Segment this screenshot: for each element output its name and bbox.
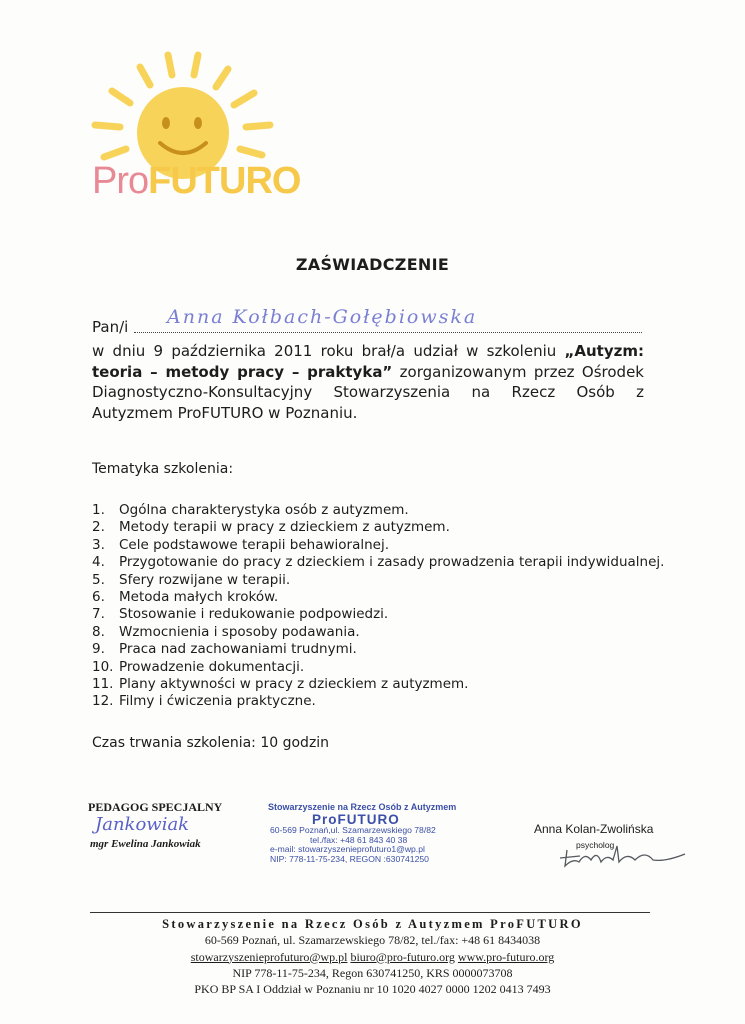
course-title: „Autyzm: teoria – metody pracy – praktyka” (92, 342, 644, 381)
footer (0, 916, 745, 997)
recipient-handwritten-name: Anna Kołbach-Gołębiowska (167, 306, 478, 328)
footer-bank: PKO BP SA I Oddział w Poznaniu nr 10 1020 4027 0000 1202 0413 7493 (194, 982, 551, 997)
topics-list (92, 502, 664, 711)
list-item: 7. Stosowanie i redukowanie podpowiedzi. (92, 606, 389, 623)
psychologist-name: Anna Kolan-Zwolińska (534, 822, 654, 836)
footer-email2-link[interactable]: biuro@pro-futuro.org (350, 949, 455, 964)
stamp-address: 60-569 Poznań,ul. Szamarzewskiego 78/82 (270, 824, 436, 835)
list-item: 2. Metody terapii w pracy z dzieckiem z autyzmem. (92, 519, 450, 536)
stamp-title: Stowarzyszenie na Rzecz Osób z Autyzmem (268, 802, 457, 812)
pedagog-name: mgr Ewelina Jankowiak (90, 838, 201, 850)
pedagog-title: PEDAGOG SPECJALNY (88, 800, 223, 814)
list-item: 5. Sfery rozwijane w terapii. (92, 571, 291, 588)
organization-stamp (268, 803, 456, 865)
list-item: 1. Ogólna charakterystyka osób z autyzmem. (92, 502, 409, 518)
list-item: 11. Plany aktywności w pracy z dzieckiem z autyzmem. (92, 676, 469, 693)
footer-website-link[interactable]: www.pro-futuro.org (457, 949, 555, 964)
psychologist-role: psycholog (576, 840, 615, 850)
logo-futuro: FUTURO (148, 160, 301, 202)
body-line2: zorganizowanym przez Ośrodek Diagnostyczno-Konsultacyjny Stowarzyszenia na Rzecz Osób z Autyzmem ProFUTURO w Poznaniu. (92, 362, 644, 422)
stamp-brand: ProFUTURO (312, 811, 400, 827)
stamp-ids: NIP: 778-11-75-234, REGON :630741250 (270, 854, 429, 865)
dotted-fill-line (134, 332, 642, 333)
profuturo-logo (92, 160, 300, 203)
body-line1: w dniu 9 października 2011 roku brał/a udział w szkoleniu (92, 342, 557, 360)
footer-divider (90, 912, 650, 913)
footer-ids: NIP 778-11-75-234, Regon 630741250, KRS 0000073708 (232, 965, 513, 980)
list-item: 10. Prowadzenie dokumentacji. (92, 658, 305, 675)
stamp-phone: tel./fax: +48 61 843 40 38 (310, 834, 408, 845)
list-item: 6. Metoda małych kroków. (92, 589, 279, 606)
list-item: 9. Praca nad zachowaniami trudnymi. (92, 641, 357, 658)
list-item: 12. Filmy i ćwiczenia praktyczne. (92, 693, 316, 710)
stamp-email: e-mail: stowarzyszenieprofuturo1@wp.pl (270, 844, 425, 855)
footer-email-link[interactable]: stowarzyszenieprofuturo@wp.pl (190, 949, 348, 964)
list-item: 4. Przygotowanie do pracy z dzieckiem i zasady prowadzenia terapii indywidualnej. (92, 554, 665, 571)
recipient-label: Pan/i (92, 318, 129, 336)
footer-org: Stowarzyszenie na Rzecz Osób z Autyzmem ProFUTURO (162, 917, 583, 931)
topics-heading: Tematyka szkolenia: (92, 461, 234, 477)
body-paragraph (92, 341, 644, 423)
recipient-line (92, 306, 642, 336)
footer-address: 60-569 Poznań, ul. Szamarzewskiego 78/82, tel./fax: +48 61 8434038 (204, 933, 541, 948)
list-item: 3. Cele podstawowe terapii behawioralnej. (92, 536, 390, 553)
logo-pro: Pro (92, 160, 149, 202)
list-item: 8. Wzmocnienia i sposoby podawania. (92, 623, 360, 640)
footer-contacts (0, 949, 745, 965)
duration-text: Czas trwania szkolenia: 10 godzin (92, 735, 330, 751)
document-title: ZAŚWIADCZENIE (295, 255, 450, 274)
pedagog-signature: Jankowiak (95, 814, 190, 835)
